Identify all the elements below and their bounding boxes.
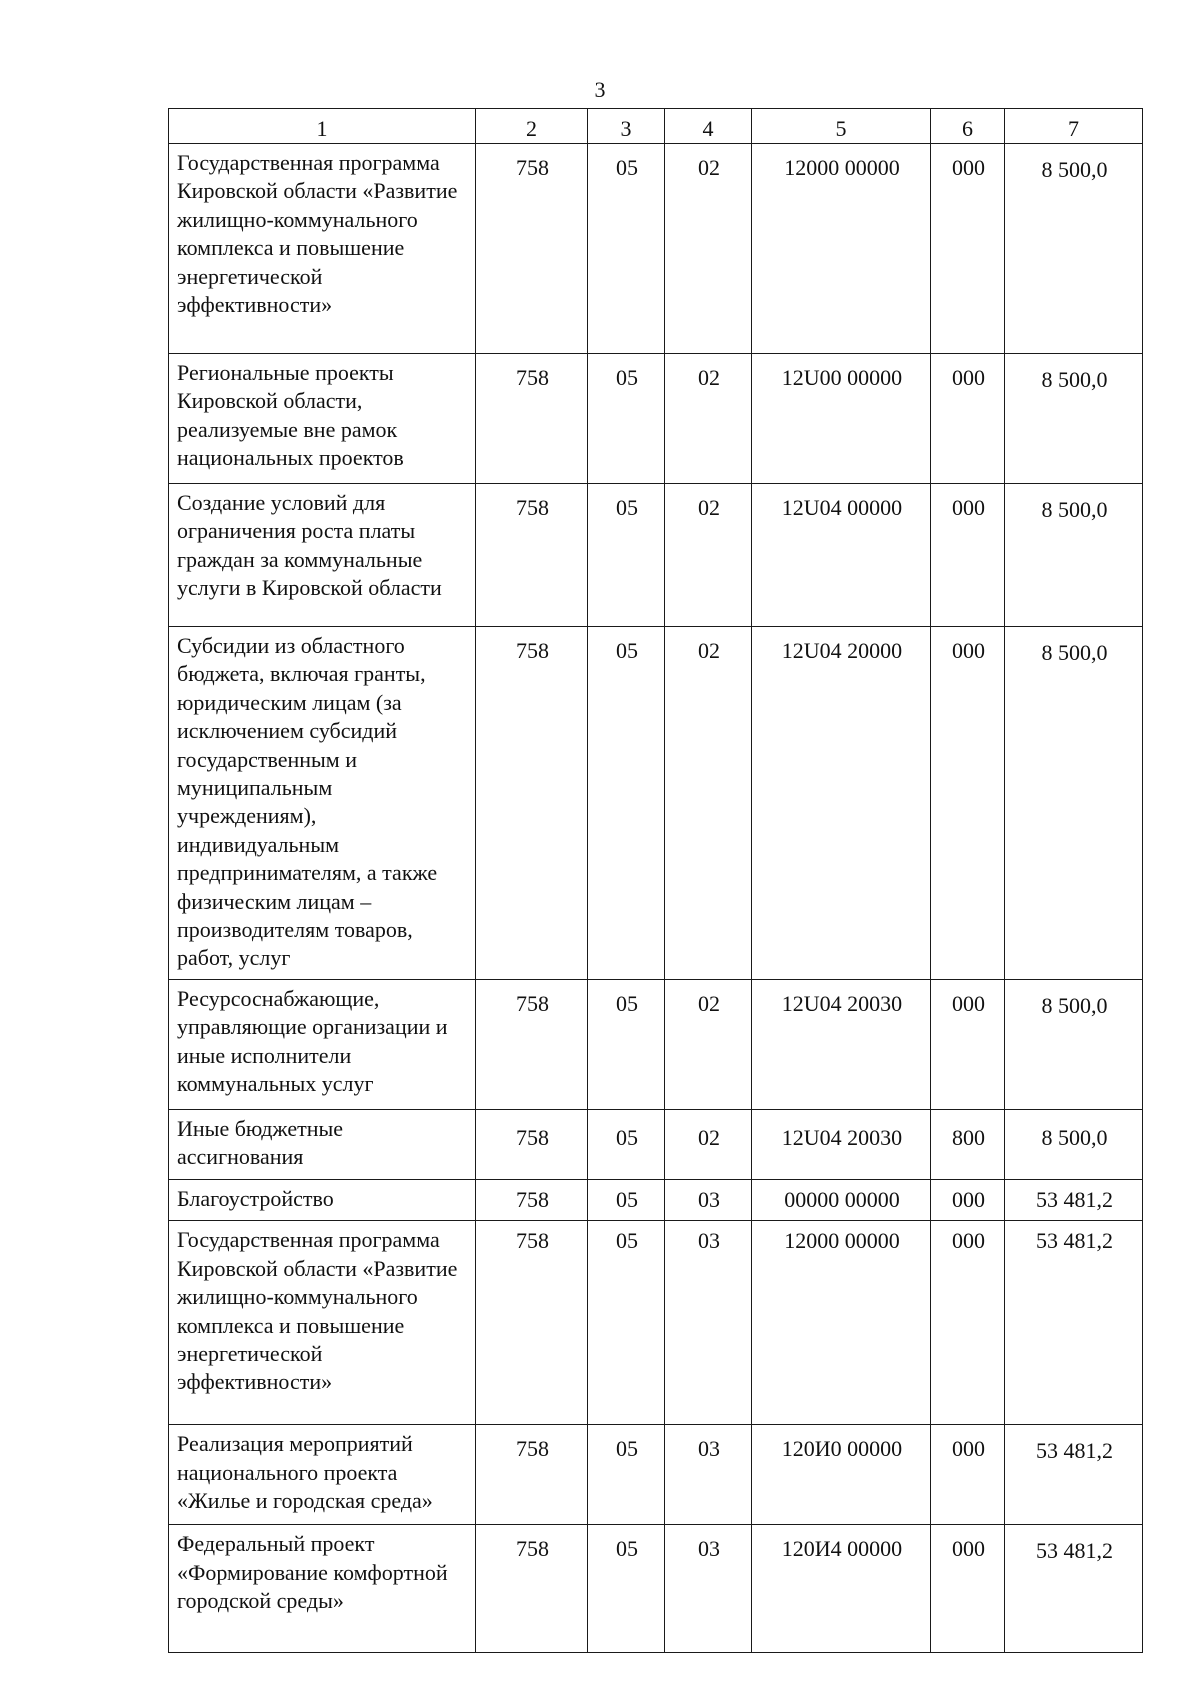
row-col-6: 800 (931, 1109, 1005, 1179)
row-col-2: 758 (476, 979, 588, 1109)
row-col-4: 03 (665, 1221, 752, 1425)
row-col-7: 53 481,2 (1005, 1179, 1143, 1220)
page-number: 3 (594, 77, 606, 102)
row-col-7: 53 481,2 (1005, 1525, 1143, 1653)
row-col-2: 758 (476, 1109, 588, 1179)
row-col-2: 758 (476, 627, 588, 980)
row-col-7: 8 500,0 (1005, 354, 1143, 484)
row-col-2: 758 (476, 1525, 588, 1653)
table-row (169, 1179, 1143, 1220)
column-header-5: 5 (752, 109, 931, 144)
row-col-6: 000 (931, 979, 1005, 1109)
row-col-2: 758 (476, 144, 588, 354)
row-col-2: 758 (476, 484, 588, 627)
row-name: Федеральный проект «Формирование комфортной городской среды» (169, 1525, 476, 1653)
row-col-5: 12000 00000 (752, 1221, 931, 1425)
table-row (169, 1109, 1143, 1179)
row-name: Благоустройство (169, 1179, 476, 1220)
row-col-3: 05 (588, 354, 665, 484)
row-col-3: 05 (588, 1425, 665, 1525)
row-col-5: 12000 00000 (752, 144, 931, 354)
column-header-3: 3 (588, 109, 665, 144)
table-row (169, 144, 1143, 354)
row-col-3: 05 (588, 144, 665, 354)
table-row (169, 354, 1143, 484)
budget-table (168, 108, 1143, 1653)
row-col-2: 758 (476, 1221, 588, 1425)
row-col-3: 05 (588, 484, 665, 627)
row-col-4: 02 (665, 979, 752, 1109)
row-col-7: 53 481,2 (1005, 1221, 1143, 1425)
row-col-5: 00000 00000 (752, 1179, 931, 1220)
table-row (169, 1525, 1143, 1653)
row-col-5: 120И4 00000 (752, 1525, 931, 1653)
table-row (169, 1425, 1143, 1525)
column-header-1: 1 (169, 109, 476, 144)
row-col-4: 02 (665, 354, 752, 484)
row-col-5: 12U04 00000 (752, 484, 931, 627)
row-col-7: 8 500,0 (1005, 1109, 1143, 1179)
row-col-4: 02 (665, 627, 752, 980)
row-col-5: 12U04 20030 (752, 1109, 931, 1179)
row-col-7: 8 500,0 (1005, 144, 1143, 354)
row-col-6: 000 (931, 1525, 1005, 1653)
row-col-4: 03 (665, 1425, 752, 1525)
table-row (169, 979, 1143, 1109)
row-name: Ресурсоснабжающие, управляющие организации и иные исполнители коммунальных услуг (169, 979, 476, 1109)
row-col-5: 12U04 20000 (752, 627, 931, 980)
row-col-4: 02 (665, 484, 752, 627)
row-col-7: 8 500,0 (1005, 979, 1143, 1109)
row-col-6: 000 (931, 1425, 1005, 1525)
row-col-5: 12U00 00000 (752, 354, 931, 484)
column-header-2: 2 (476, 109, 588, 144)
row-col-6: 000 (931, 1221, 1005, 1425)
row-col-7: 53 481,2 (1005, 1425, 1143, 1525)
row-col-6: 000 (931, 627, 1005, 980)
row-col-6: 000 (931, 354, 1005, 484)
row-col-7: 8 500,0 (1005, 484, 1143, 627)
row-col-6: 000 (931, 144, 1005, 354)
row-col-3: 05 (588, 1221, 665, 1425)
row-name: Реализация мероприятий национального проекта «Жилье и городская среда» (169, 1425, 476, 1525)
row-name: Иные бюджетные ассигнования (169, 1109, 476, 1179)
row-name: Субсидии из областного бюджета, включая гранты, юридическим лицам (за исключением субсидий государственным и муниципальным учреждениям), индивидуальным предпринимателям, а также физическим лицам – производителям товаров, работ, услуг (169, 627, 476, 980)
row-col-4: 03 (665, 1525, 752, 1653)
column-header-6: 6 (931, 109, 1005, 144)
row-name: Создание условий для ограничения роста платы граждан за коммунальные услуги в Кировской области (169, 484, 476, 627)
table-header-row (169, 109, 1143, 144)
table-row (169, 627, 1143, 980)
row-name: Региональные проекты Кировской области, реализуемые вне рамок национальных проектов (169, 354, 476, 484)
row-col-2: 758 (476, 1425, 588, 1525)
column-header-4: 4 (665, 109, 752, 144)
row-col-7: 8 500,0 (1005, 627, 1143, 980)
row-col-4: 02 (665, 144, 752, 354)
row-col-2: 758 (476, 354, 588, 484)
row-col-3: 05 (588, 979, 665, 1109)
row-col-3: 05 (588, 1109, 665, 1179)
row-col-5: 12U04 20030 (752, 979, 931, 1109)
row-col-6: 000 (931, 484, 1005, 627)
row-col-4: 03 (665, 1179, 752, 1220)
row-col-2: 758 (476, 1179, 588, 1220)
row-name: Государственная программа Кировской области «Развитие жилищно-коммунального комплекса и повышение энергетической эффективности» (169, 144, 476, 354)
row-col-6: 000 (931, 1179, 1005, 1220)
row-col-3: 05 (588, 1179, 665, 1220)
table-row (169, 484, 1143, 627)
column-header-7: 7 (1005, 109, 1143, 144)
row-name: Государственная программа Кировской области «Развитие жилищно-коммунального комплекса и повышение энергетической эффективности» (169, 1221, 476, 1425)
table-row (169, 1221, 1143, 1425)
row-col-5: 120И0 00000 (752, 1425, 931, 1525)
row-col-3: 05 (588, 1525, 665, 1653)
row-col-3: 05 (588, 627, 665, 980)
row-col-4: 02 (665, 1109, 752, 1179)
